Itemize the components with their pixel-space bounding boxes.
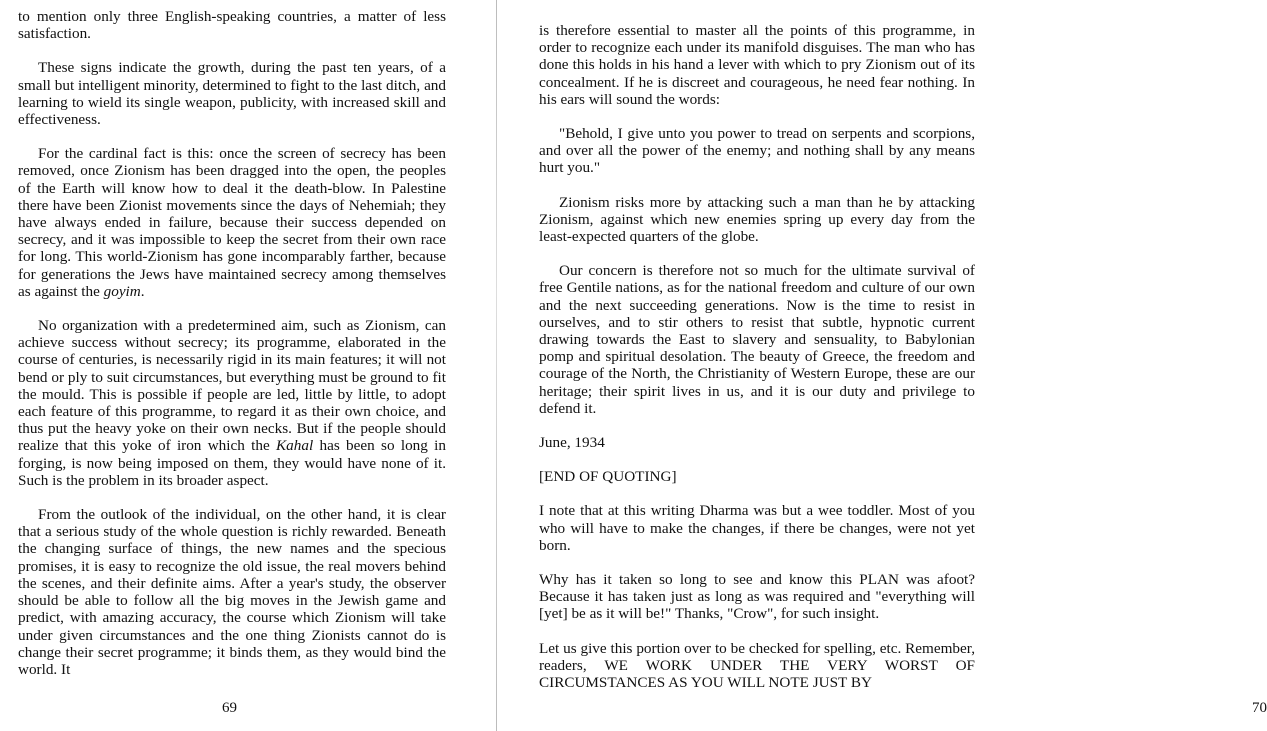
right-paragraph-5: Why has it taken so long to see and know this PLAN was afoot? Because it has taken just as long as was required and "everything will [yet] be as it will be!" Thanks, "Crow", for such insight. (539, 571, 975, 623)
left-paragraph-2: These signs indicate the growth, during the past ten years, of a small but intelligent minority, determined to fight to the last ditch, and learning to wield its single weapon, publicity, with increased skill and effectiveness. (18, 59, 446, 129)
left-paragraph-3 (18, 145, 446, 300)
right-paragraph-1: is therefore essential to master all the points of this programme, in order to recognize each under its manifold disguises. The man who has done this holds in his hand a lever with which to pry Zionism out of its concealment. If he is discreet and courageous, he need fear nothing. In his ears will sound the words: (539, 22, 975, 108)
italic-word-goyim: goyim (103, 282, 141, 300)
left-paragraph-1: to mention only three English-speaking countries, a matter of less satisfaction. (18, 8, 446, 43)
end-of-quoting: [END OF QUOTING] (539, 468, 677, 486)
paragraph-text: For the cardinal fact is this: once the screen of secrecy has been removed, once Zionism has been dragged into the open, the peoples of the Earth will know how to deal it the death-blow. In Palestine there have been Zionist movements since the days of Nehemiah; they have always ended in failure, because their success depended on secrecy, and it was impossible to keep the secret from their own race for long. This world-Zionism has gone incomparably farther, because for generations the Jews have maintained secrecy among themselves as against the (18, 145, 446, 300)
right-paragraph-2: Zionism risks more by attacking such a man than he by attacking Zionism, against which new enemies spring up every day from the least-expected quarters of the globe. (539, 193, 975, 246)
right-page (505, 0, 1267, 731)
page-number-left: 69 (222, 700, 237, 716)
right-paragraph-4: I note that at this writing Dharma was but a wee toddler. Most of you who will have to make the changes, if there be changes, were not yet born. (539, 502, 975, 554)
date-line: June, 1934 (539, 434, 605, 452)
paragraph-text: . (140, 282, 145, 300)
book-gutter (496, 0, 497, 731)
left-paragraph-4 (18, 317, 446, 489)
paragraph-text: has been so long in forging, is now being imposed on them, they would have none of it. Such is the problem in its broader aspect. (18, 437, 446, 489)
italic-word-kahal: Kahal (276, 437, 314, 455)
right-paragraph-6: Let us give this portion over to be checked for spelling, etc. Remember, readers, WE WORK UNDER THE VERY WORST OF CIRCUMSTANCES AS YOU WILL NOTE JUST BY (539, 639, 975, 692)
scripture-quote: "Behold, I give unto you power to tread on serpents and scorpions, and over all the power of the enemy; and nothing shall by any means hurt you." (539, 125, 975, 177)
right-paragraph-3: Our concern is therefore not so much for the ultimate survival of free Gentile nations, as for the national freedom and culture of our own and the next succeeding generations. Now is the time to resist in ourselves, and to stir others to resist that subtle, hypnotic current drawing towards the East to slavery and sensuality, to Babylonian pomp and spiritual desolation. The beauty of Greece, the freedom and courage of the North, the Christianity of Western Europe, these are our heritage; their spirit lives in us, and it is our duty and privilege to defend it. (539, 262, 975, 417)
page-number-right: 70 (1252, 700, 1267, 716)
paragraph-text: No organization with a predetermined aim, such as Zionism, can achieve success without secrecy; its programme, elaborated in the course of centuries, is necessarily rigid in its main features; it will not bend or ply to suit circumstances, but everything must be ground to fit the mould. This is possible if people are led, little by little, to adopt each feature of this programme, to regard it as their own choice, and thus put the heavy yoke on their own necks. But if the people should realize that this yoke of iron which the (18, 317, 446, 455)
left-page (0, 0, 490, 731)
left-paragraph-5: From the outlook of the individual, on the other hand, it is clear that a serious study of the whole question is richly rewarded. Beneath the changing surface of things, the new names and the specious promises, it is easy to recognize the old issue, the real movers behind the scenes, and their definite aims. After a year's study, the observer should be able to follow all the big moves in the Jewish game and predict, with amazing accuracy, the course which Zionism will take under given circumstances and the one thing Zionists cannot do is change their secret programme; it binds them, as they would bind the world. It (18, 506, 446, 678)
